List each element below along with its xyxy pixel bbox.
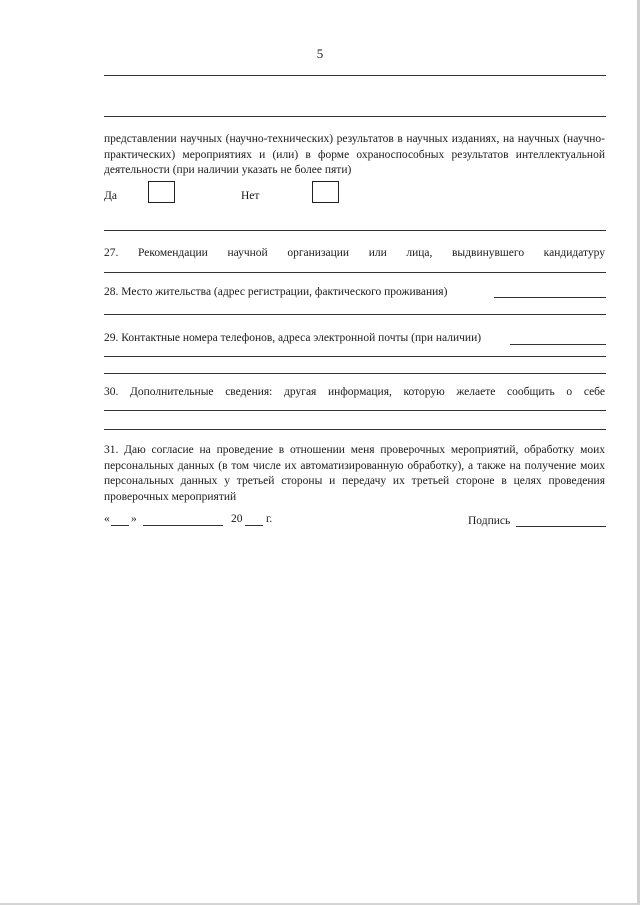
signature-field[interactable] <box>516 526 606 527</box>
yes-label: Да <box>104 190 117 202</box>
signature-label: Подпись <box>468 515 511 527</box>
blank-line-section-30-1[interactable] <box>104 410 606 411</box>
yes-checkbox[interactable] <box>148 181 175 203</box>
blank-line-top-1[interactable] <box>104 75 606 76</box>
section-31-text: 31. Даю согласие на проведение в отношении меня проверочных мероприятий, обработку моих персональных данных (в том числе их автоматизированную обработку), а также на получение моих персональных данных у третьей стороны и передачу их третьей стороне в целях проведения проверочных мероприятий <box>104 444 605 503</box>
date-quote-open: « <box>104 513 110 525</box>
section-28-text: 28. Место жительства (адрес регистрации, фактического проживания) <box>104 286 448 298</box>
date-month-field[interactable] <box>143 525 223 526</box>
page-number: 5 <box>316 46 324 61</box>
date-quote-close: » <box>131 513 137 525</box>
no-label: Нет <box>241 190 260 202</box>
blank-line-section-26[interactable] <box>104 230 606 231</box>
blank-line-section-28-inline[interactable] <box>494 297 606 298</box>
section-29-text: 29. Контактные номера телефонов, адреса электронной почты (при наличии) <box>104 332 482 344</box>
blank-line-section-27[interactable] <box>104 272 606 273</box>
blank-line-section-28[interactable] <box>104 314 606 315</box>
section-26-text: представлении научных (научно-технических) результатов в научных изданиях, на научных (научно-практических) мероприятиях и (или) в форме охраноспособных результатов интеллектуальной деятельности (при наличии указать не более пяти) <box>104 133 605 176</box>
date-year-field[interactable] <box>245 525 263 526</box>
no-checkbox[interactable] <box>312 181 339 203</box>
blank-line-section-29-inline[interactable] <box>510 344 606 345</box>
blank-line-section-30-2[interactable] <box>104 429 606 430</box>
section-27-text: 27. Рекомендации научной организации или лица, выдвинувшего кандидатуру <box>104 247 605 259</box>
date-year-suffix: г. <box>266 513 273 525</box>
blank-line-section-29-2[interactable] <box>104 373 606 374</box>
blank-line-top-2[interactable] <box>104 116 606 117</box>
date-year-prefix: 20 <box>231 513 243 525</box>
date-day-field[interactable] <box>111 525 129 526</box>
section-30-text: 30. Дополнительные сведения: другая информация, которую желаете сообщить о себе <box>104 386 605 398</box>
blank-line-section-29-1[interactable] <box>104 356 606 357</box>
